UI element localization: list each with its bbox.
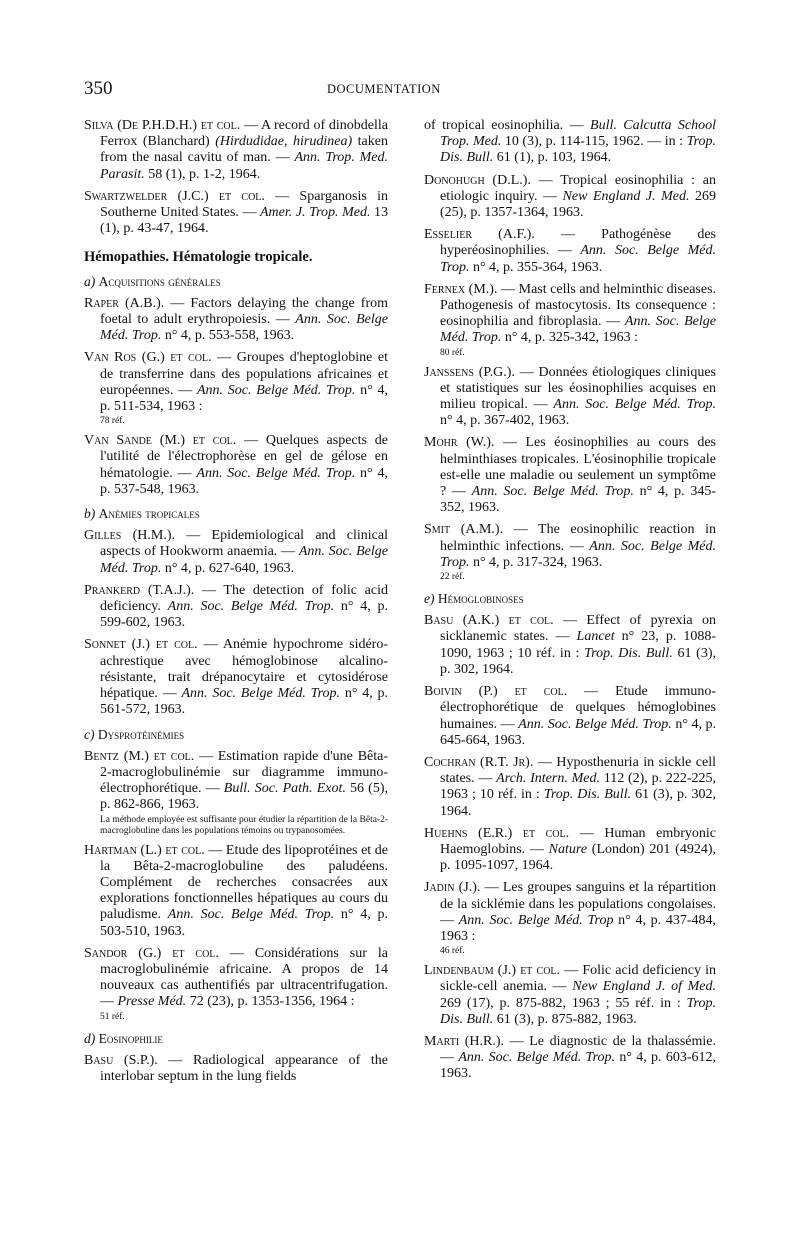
entry-reference: n° 4, p. 537-548, 1963. — [100, 465, 389, 497]
entry-note: 80 réf. — [440, 347, 465, 358]
entry-author: Basu (A.K.) et col. — [424, 613, 554, 629]
bibliography-entry — [424, 826, 716, 875]
left-column — [84, 118, 388, 1091]
entry-title: — A record of dinobdella Ferrox (Blanchard) — [100, 118, 389, 150]
entry-title: — Groupes d'heptoglobine et de transferrine dans des populations africaines et européennes. — — [100, 350, 388, 398]
bibliography-entry — [84, 350, 388, 427]
bibliography-entry — [84, 946, 388, 1023]
entry-title-cont: taken from the nasal cavitu of man. — — [100, 134, 388, 166]
entry-reference: 13 (1), p. 43-47, 1964. — [100, 205, 388, 237]
subsection-eosinophilie — [84, 1031, 388, 1047]
entry-author: Lindenbaum (J.) et col. — [424, 963, 561, 979]
right-column — [424, 118, 716, 1089]
bibliography-entry — [424, 1034, 716, 1083]
entry-title: — Estimation rapide d'une Bêta-2-macroglobulinémie sur diagramme immuno-électrophorétique. — — [100, 748, 389, 797]
bibliography-entry — [424, 435, 716, 516]
entry-reference-secondary: 61 (3), p. 302, 1964. — [440, 787, 716, 819]
entry-reference: n° 23, p. 1088-1090, 1963 ; 10 réf. in : — [440, 629, 717, 661]
entry-note: 51 réf. — [100, 1011, 125, 1022]
entry-title: — Anémie hypochrome sidéro-achrestique avec hémoglobinose alcalino-résistante, trait drépanocytaire et cytosidérose hépatique. — — [100, 637, 388, 702]
entry-author: Jadin (J.). — [424, 880, 481, 896]
entry-note: 78 réf. — [100, 416, 125, 427]
entry-journal: Ann. Soc. Belge Méd. Trop. — [440, 243, 717, 275]
entry-author: Esselier (A.F.). — [424, 227, 535, 243]
entry-reference: n° 4, p. 325-342, 1963 : — [501, 330, 638, 346]
bibliography-entry — [424, 118, 716, 167]
bibliography-entry — [84, 1053, 388, 1085]
entry-author: Janssens (P.G.). — [424, 364, 515, 380]
entry-author: Cochran (R.T. Jr). — [424, 754, 534, 770]
entry-journal: Ann. Soc. Belge Méd. Trop. — [100, 312, 388, 344]
entry-reference: 58 (1), p. 1-2, 1964. — [144, 166, 261, 182]
entry-title: — Données étiologiques cliniques et statistiques sur les éosinophilies acquises en milieu tropical. — — [440, 364, 717, 413]
entry-reference: 56 (5), p. 862-866, 1963. — [100, 781, 389, 813]
entry-author: Mohr (W.). — [424, 435, 495, 451]
bibliography-entry — [84, 637, 388, 718]
entry-journal: Ann. Soc. Belge Méd. Trop. — [196, 465, 356, 481]
entry-author: Sandor (G.) et col. — [84, 945, 219, 961]
entry-author: Donohugh (D.L.). — [424, 172, 531, 188]
entry-reference: n° 4, p. 511-534, 1963 : — [100, 382, 388, 415]
subsection-letter: a) — [84, 273, 96, 289]
entry-title: — Tropical eosinophilia : an etiologic inquiry. — — [440, 172, 717, 204]
bibliography-entry — [84, 843, 388, 940]
entry-reference: 269 (17), p. 875-882, 1963 ; 55 réf. in : — [440, 995, 687, 1011]
entry-author: Van Ros (G.) et col. — [84, 350, 212, 366]
bibliography-entry — [424, 522, 716, 583]
entry-journal: Nature — [548, 841, 588, 857]
bibliography-entry — [424, 365, 716, 430]
entry-reference: n° 4, p. 627-640, 1963. — [161, 560, 295, 576]
subsection-name: Anémies tropicales — [98, 506, 200, 522]
entry-title: — Les éosinophilies au cours des helminthiases tropicales. L'éosinophilie tropicale est-elle une maladie ou seulement un symptôme ? — — [440, 435, 717, 500]
entry-journal: Ann. Soc. Belge Méd. Trop. — [518, 716, 672, 732]
entry-reference: n° 4, p. 317-324, 1963. — [469, 554, 603, 570]
entry-author: Basu (S.P.). — [84, 1052, 158, 1068]
entry-journal: New England J. of Med. — [572, 979, 716, 995]
entry-reference: (London) 201 (4924), p. 1095-1097, 1964. — [440, 841, 717, 874]
entry-title-italic: (Hirdudidae, hirudinea) — [215, 134, 353, 150]
entry-author: Gilles (H.M.). — [84, 528, 175, 544]
entry-reference: n° 4, p. 599-602, 1963. — [100, 599, 389, 631]
entry-reference: n° 4, p. 553-558, 1963. — [161, 328, 295, 344]
entry-author: Fernex (M.). — [424, 281, 498, 297]
entry-journal: Lancet — [576, 629, 615, 645]
entry-title: — Les groupes sanguins et la répartition de la sicklémie dans les populations congolaises. — — [440, 880, 717, 928]
entry-journal: Ann. Soc. Belge Méd. Trop. — [471, 484, 634, 500]
entry-title: — The eosinophilic reaction in helminthic infections. — — [440, 522, 717, 554]
entry-title: — Human embryonic Haemoglobins. — — [440, 825, 716, 857]
subsection-letter: b) — [84, 506, 96, 522]
bibliography-entry — [84, 528, 388, 577]
bibliography-entry — [84, 118, 388, 183]
entry-journal: Amer. J. Trop. Med. — [260, 205, 371, 221]
entry-reference: n° 4, p. 355-364, 1963. — [469, 259, 603, 275]
entry-reference: 112 (2), p. 222-225, 1963 ; 10 réf. in : — [440, 771, 716, 803]
entry-title: — Etude immuno-électrophorétique de quelques hémoglobines humaines. — — [440, 684, 716, 732]
entry-title: — Radiological appearance of the interlobar septum in the lung fields — [100, 1052, 388, 1084]
section-heading: Hémopathies. Hématologie tropicale. — [84, 249, 313, 266]
entry-reference-secondary: 61 (3), p. 875-882, 1963. — [493, 1011, 637, 1027]
entry-note: 22 réf. — [440, 572, 465, 583]
bibliography-entry — [424, 755, 716, 820]
running-title: DOCUMENTATION — [327, 82, 441, 96]
entry-title: — Le diagnostic de la thalassémie. — — [440, 1033, 717, 1066]
entry-title: — Considérations sur la macroglobulinémie africaine. A propos de 14 nouveaux cas authentifiés par ultracentrifugation. — — [100, 945, 388, 1010]
entry-journal: Presse Méd. — [117, 994, 187, 1010]
entry-title: — Quelques aspects de l'utilité de l'électrophorèse en gel de gélose en hématologie. — — [100, 433, 388, 481]
bibliography-entry — [424, 613, 716, 678]
bibliography-entry — [424, 227, 716, 276]
entry-title: — Folic acid deficiency in sickle-cell anemia. — — [440, 963, 716, 995]
entry-reference: 269 (25), p. 1357-1364, 1963. — [440, 188, 717, 221]
entry-journal: Ann. Soc. Belge Méd. Trop — [458, 912, 614, 928]
bibliography-entry — [424, 684, 716, 749]
entry-reference: n° 4, p. 603-612, 1963. — [440, 1050, 717, 1082]
entry-journal: Bull. Soc. Path. Exot. — [223, 781, 346, 797]
entry-journal-secondary: Trop. Dis. Bull. — [584, 645, 673, 661]
entry-title: — Factors delaying the change from foetal to adult erythropoiesis. — — [100, 295, 388, 328]
entry-reference: n° 4, p. 437-484, 1963 : — [440, 912, 717, 944]
subsection-letter: e) — [424, 591, 435, 607]
subsection-name: Dysprotéinémies — [97, 726, 185, 742]
page-number: 350 — [84, 78, 113, 99]
entry-journal: New England J. Med. — [562, 188, 690, 204]
bibliography-entry — [84, 749, 388, 837]
bibliography-entry — [84, 296, 388, 345]
entry-journal: Ann. Soc. Belge Méd. Trop. — [167, 599, 335, 615]
entry-journal-secondary: Trop. Dis. Bull. — [440, 134, 717, 166]
entry-title: — The detection of folic acid deficiency. — [100, 582, 388, 615]
entry-author: Marti (H.R.). — [424, 1033, 505, 1049]
entry-journal: Arch. Intern. Med. — [496, 771, 600, 787]
entry-reference: n° 4, p. 645-664, 1963. — [440, 716, 716, 748]
entry-reference: n° 4, p. 367-402, 1963. — [440, 413, 570, 429]
subsection-anemies — [84, 506, 388, 522]
bibliography-entry — [424, 880, 716, 957]
entry-author: Silva (De P.H.D.H.) et col. — [84, 118, 241, 133]
subsection-name: Eosinophilie — [98, 1030, 163, 1046]
entry-journal: Ann. Trop. Med. Parasit. — [100, 150, 389, 182]
bibliography-entry — [424, 282, 716, 359]
entry-author: Prankerd (T.A.J.). — [84, 582, 195, 598]
entry-author: Sonnet (J.) et col. — [84, 637, 198, 653]
subsection-name: Hémoglobinoses — [437, 591, 524, 607]
entry-author: Raper (A.B.). — [84, 295, 165, 311]
entry-title: of tropical eosinophilia. — — [424, 118, 591, 133]
bibliography-entry — [84, 189, 388, 238]
entry-journal: Ann. Soc. Belge Méd. Trop. — [553, 397, 717, 413]
entry-journal-secondary: Trop. Dis. Bull. — [543, 787, 632, 803]
entry-reference-secondary: 61 (3), p. 302, 1964. — [440, 645, 716, 677]
entry-title: — Mast cells and helminthic diseases. Pathogenesis of mastocytosis. Its consequence : eosinophilia and fibroplasia. — — [440, 281, 717, 330]
entry-note: 46 réf. — [440, 946, 465, 957]
entry-journal: Bull. Calcutta School Trop. Med. — [440, 118, 716, 150]
entry-reference-secondary: 61 (1), p. 103, 1964. — [493, 150, 612, 166]
entry-journal: Ann. Soc. Belge Méd. Trop. — [196, 382, 356, 398]
entry-journal: Ann. Soc. Belge Méd. Trop. — [181, 686, 341, 702]
entry-journal: Ann. Soc. Belge Méd. Trop. — [100, 544, 388, 576]
entry-reference: n° 4, p. 561-572, 1963. — [100, 686, 388, 718]
entry-title: — Sparganosis in Southerne United States. — — [100, 188, 388, 221]
subsection-letter: c) — [84, 726, 95, 742]
entry-author: Smit (A.M.). — [424, 522, 504, 538]
subsection-dysproteinemies — [84, 727, 388, 743]
entry-title: — Hyposthenuria in sickle cell states. — — [440, 754, 717, 787]
subsection-letter: d) — [84, 1030, 96, 1046]
entry-author: Swartzwelder (J.C.) et col. — [84, 188, 265, 204]
entry-reference: n° 4, p. 345-352, 1963. — [440, 484, 717, 516]
entry-title: — Effect of pyrexia on sicklanemic states. — — [440, 613, 716, 645]
entry-reference: n° 4, p. 503-510, 1963. — [100, 907, 388, 939]
entry-author: Huehns (E.R.) et col. — [424, 825, 570, 841]
bibliography-entry — [84, 433, 388, 498]
entry-author: Hartman (L.) et col. — [84, 842, 205, 858]
subsection-acquisitions — [84, 274, 388, 290]
entry-reference: 10 (3), p. 114-115, 1962. — in : — [501, 134, 687, 150]
bibliography-entry — [84, 583, 388, 632]
entry-title: — Pathogénèse des hyperéosinophilies. — — [440, 227, 716, 259]
entry-journal: Ann. Soc. Belge Méd. Trop. — [440, 314, 716, 346]
entry-journal-secondary: Trop. Dis. Bull. — [440, 995, 716, 1027]
entry-author: Van Sande (M.) et col. — [84, 433, 237, 449]
bibliography-entry — [424, 173, 716, 222]
entry-title: — Etude des lipoprotéines et de la Bêta-2-macroglobuline des paludéens. Complément de recherches consacrées aux explorations fonctionnelles hépatiques au cours du paludisme. — [100, 842, 389, 923]
entry-journal: Ann. Soc. Belge Méd. Trop. — [458, 1050, 616, 1066]
entry-note: La méthode employée est suffisante pour étudier la répartition de la Bêta-2-macroglobuline dans les populations témoins ou trypanosomées. — [100, 814, 388, 836]
subsection-name: Acquisitions générales — [98, 273, 221, 289]
bibliography-entry — [424, 963, 716, 1028]
entry-author: Boivin (P.) et col. — [424, 684, 568, 700]
entry-journal: Ann. Soc. Belge Méd. Trop. — [440, 538, 716, 570]
entry-reference: 72 (23), p. 1353-1356, 1964 : — [186, 994, 355, 1010]
entry-author: Bentz (M.) et col. — [84, 748, 195, 764]
entry-title: — Epidemiological and clinical aspects of Hookworm anaemia. — — [100, 528, 388, 560]
subsection-hemoglobinoses — [424, 591, 716, 607]
entry-journal: Ann. Soc. Belge Méd. Trop. — [167, 907, 335, 923]
